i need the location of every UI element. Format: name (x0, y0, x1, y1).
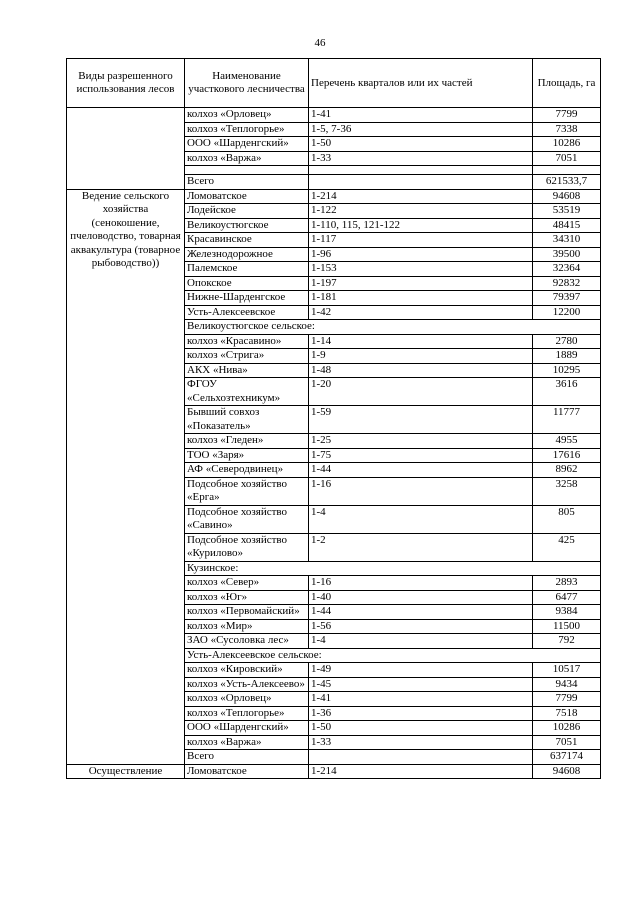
forestry-name: Подсобное хозяйство «Савино» (185, 505, 309, 533)
forestry-name: Нижне-Шарденгское (185, 291, 309, 306)
area-cell: 11777 (533, 406, 601, 434)
area-cell: 32364 (533, 262, 601, 277)
forestry-name: Ломоватское (185, 764, 309, 779)
area-cell: 7051 (533, 735, 601, 750)
group-heading: Кузинское: (185, 561, 601, 576)
area-cell: 10517 (533, 663, 601, 678)
quarters-cell: 1-5, 7-36 (309, 122, 533, 137)
quarters-cell: 1-181 (309, 291, 533, 306)
quarters-cell: 1-16 (309, 477, 533, 505)
forestry-name: колхоз «Юг» (185, 590, 309, 605)
area-cell: 10286 (533, 137, 601, 152)
forestry-name: колхоз «Орловец» (185, 108, 309, 123)
group-heading: Усть-Алексеевское сельское: (185, 648, 601, 663)
quarters-cell: 1-48 (309, 363, 533, 378)
forestry-name: колхоз «Варжа» (185, 151, 309, 166)
forestry-name: АКХ «Нива» (185, 363, 309, 378)
table-row (67, 764, 601, 779)
forestry-name: колхоз «Варжа» (185, 735, 309, 750)
area-cell: 94608 (533, 764, 601, 779)
area-cell: 792 (533, 634, 601, 649)
forestry-name: колхоз «Мир» (185, 619, 309, 634)
quarters-cell: 1-153 (309, 262, 533, 277)
forestry-name: колхоз «Усть-Алексеево» (185, 677, 309, 692)
blank-cell (309, 166, 533, 175)
quarters-cell: 1-44 (309, 463, 533, 478)
total-area: 637174 (533, 750, 601, 765)
area-cell: 79397 (533, 291, 601, 306)
forestry-name: Ломоватское (185, 189, 309, 204)
area-cell: 3616 (533, 378, 601, 406)
quarters-cell: 1-41 (309, 108, 533, 123)
quarters-cell: 1-9 (309, 349, 533, 364)
quarters-cell: 1-2 (309, 533, 533, 561)
forestry-name: Палемское (185, 262, 309, 277)
quarters-cell: 1-214 (309, 764, 533, 779)
forestry-name: колхоз «Первомайский» (185, 605, 309, 620)
area-cell: 10295 (533, 363, 601, 378)
quarters-cell: 1-4 (309, 634, 533, 649)
quarters-cell: 1-96 (309, 247, 533, 262)
quarters-cell: 1-75 (309, 448, 533, 463)
quarters-cell: 1-214 (309, 189, 533, 204)
quarters-cell: 1-49 (309, 663, 533, 678)
use-type-cell: Осуществление (67, 764, 185, 779)
quarters-cell: 1-4 (309, 505, 533, 533)
forest-use-table (66, 58, 601, 779)
area-cell: 2780 (533, 334, 601, 349)
table-body (67, 108, 601, 779)
forestry-name: ЗАО «Сусоловка лес» (185, 634, 309, 649)
area-cell: 53519 (533, 204, 601, 219)
area-cell: 10286 (533, 721, 601, 736)
quarters-cell: 1-197 (309, 276, 533, 291)
forestry-name: ООО «Шарденгский» (185, 137, 309, 152)
forestry-name: колхоз «Гледен» (185, 434, 309, 449)
blank-cell (185, 166, 309, 175)
forestry-name: Лодейское (185, 204, 309, 219)
area-cell: 7051 (533, 151, 601, 166)
forestry-name: Красавинское (185, 233, 309, 248)
area-cell: 12200 (533, 305, 601, 320)
quarters-cell: 1-20 (309, 378, 533, 406)
total-label: Всего (185, 175, 309, 190)
area-cell: 4955 (533, 434, 601, 449)
quarters-cell: 1-56 (309, 619, 533, 634)
forestry-name: колхоз «Север» (185, 576, 309, 591)
forestry-name: Железнодорожное (185, 247, 309, 262)
quarters-cell: 1-41 (309, 692, 533, 707)
area-cell: 94608 (533, 189, 601, 204)
area-cell: 34310 (533, 233, 601, 248)
total-label: Всего (185, 750, 309, 765)
forestry-name: ФГОУ «Сельхозтехникум» (185, 378, 309, 406)
quarters-cell: 1-40 (309, 590, 533, 605)
quarters-cell: 1-16 (309, 576, 533, 591)
total-quarters (309, 750, 533, 765)
area-cell: 425 (533, 533, 601, 561)
area-cell: 11500 (533, 619, 601, 634)
area-cell: 1889 (533, 349, 601, 364)
quarters-cell: 1-44 (309, 605, 533, 620)
area-cell: 48415 (533, 218, 601, 233)
quarters-cell: 1-36 (309, 706, 533, 721)
forestry-name: ТОО «Заря» (185, 448, 309, 463)
quarters-cell: 1-50 (309, 137, 533, 152)
area-cell: 17616 (533, 448, 601, 463)
quarters-cell: 1-42 (309, 305, 533, 320)
area-cell: 7518 (533, 706, 601, 721)
forestry-name: Подсобное хозяйство «Курилово» (185, 533, 309, 561)
forestry-name: Опокское (185, 276, 309, 291)
quarters-cell: 1-50 (309, 721, 533, 736)
forestry-name: Усть-Алексеевское (185, 305, 309, 320)
table-row (67, 189, 601, 204)
quarters-cell: 1-33 (309, 735, 533, 750)
total-area: 621533,7 (533, 175, 601, 190)
forestry-name: Бывший совхоз «Показатель» (185, 406, 309, 434)
page-number: 46 (314, 37, 326, 49)
forestry-name: колхоз «Орловец» (185, 692, 309, 707)
area-cell: 2893 (533, 576, 601, 591)
quarters-cell: 1-117 (309, 233, 533, 248)
forestry-name: колхоз «Теплогорье» (185, 122, 309, 137)
forestry-name: ООО «Шарденгский» (185, 721, 309, 736)
total-quarters (309, 175, 533, 190)
header-quarters: Перечень кварталов или их частей (309, 59, 533, 108)
quarters-cell: 1-45 (309, 677, 533, 692)
table-header-row (67, 59, 601, 108)
header-forestry: Наименование участкового лесничества (185, 59, 309, 108)
forestry-name: АФ «Северодвинец» (185, 463, 309, 478)
forestry-name: колхоз «Теплогорье» (185, 706, 309, 721)
blank-cell (533, 166, 601, 175)
quarters-cell: 1-110, 115, 121-122 (309, 218, 533, 233)
table-row (67, 108, 601, 123)
forestry-name: Подсобное хозяйство «Ерга» (185, 477, 309, 505)
area-cell: 8962 (533, 463, 601, 478)
area-cell: 7799 (533, 108, 601, 123)
forestry-name: Великоустюгское (185, 218, 309, 233)
forestry-name: колхоз «Кировский» (185, 663, 309, 678)
quarters-cell: 1-25 (309, 434, 533, 449)
quarters-cell: 1-33 (309, 151, 533, 166)
forestry-name: колхоз «Стрига» (185, 349, 309, 364)
area-cell: 9434 (533, 677, 601, 692)
area-cell: 7338 (533, 122, 601, 137)
area-cell: 3258 (533, 477, 601, 505)
area-cell: 9384 (533, 605, 601, 620)
area-cell: 92832 (533, 276, 601, 291)
quarters-cell: 1-59 (309, 406, 533, 434)
use-type-cell: Ведение сельского хозяйства (сенокошение, пчеловодство, товарная аквакультура (товарное рыбоводство)) (67, 189, 185, 764)
forestry-name: колхоз «Красавино» (185, 334, 309, 349)
quarters-cell: 1-14 (309, 334, 533, 349)
quarters-cell: 1-122 (309, 204, 533, 219)
use-type-cell (67, 108, 185, 190)
group-heading: Великоустюгское сельское: (185, 320, 601, 335)
header-use-type: Виды разрешенного использования лесов (67, 59, 185, 108)
area-cell: 39500 (533, 247, 601, 262)
area-cell: 6477 (533, 590, 601, 605)
area-cell: 7799 (533, 692, 601, 707)
header-area: Площадь, га (533, 59, 601, 108)
area-cell: 805 (533, 505, 601, 533)
